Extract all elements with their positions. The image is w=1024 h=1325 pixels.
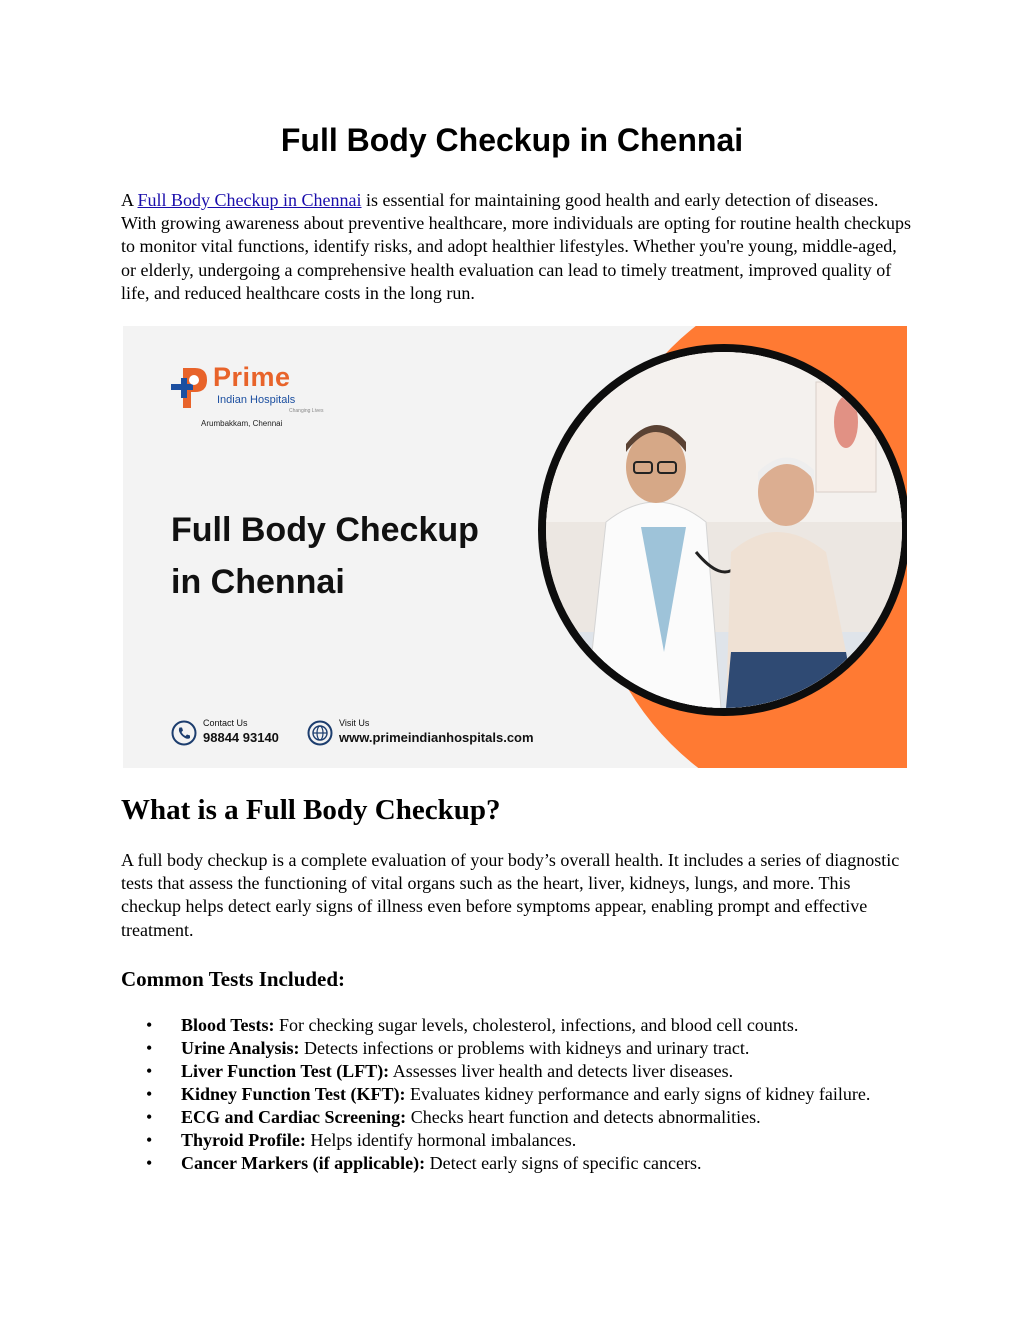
logo-name: Prime <box>213 362 291 392</box>
list-item <box>121 1129 921 1152</box>
doctor-patient-illustration <box>546 352 902 708</box>
test-name: Blood Tests: <box>181 1015 275 1035</box>
globe-icon <box>307 720 333 746</box>
test-name: Kidney Function Test (KFT): <box>181 1084 406 1104</box>
visit-url: www.primeindianhospitals.com <box>339 730 534 745</box>
banner-headline-line1: Full Body Checkup <box>171 511 479 549</box>
section-title: What is a Full Body Checkup? <box>121 794 501 826</box>
list-item <box>121 1106 921 1129</box>
test-description: Helps identify hormonal imbalances. <box>305 1130 577 1150</box>
test-description: Evaluates kidney performance and early signs of kidney failure. <box>405 1084 871 1104</box>
list-item <box>121 1037 921 1060</box>
test-name: Cancer Markers (if applicable): <box>181 1153 426 1173</box>
test-description: Assesses liver health and detects liver diseases. <box>389 1061 734 1081</box>
visit-website-block <box>307 718 567 752</box>
test-description: Detects infections or problems with kidneys and urinary tract. <box>299 1038 750 1058</box>
test-name: Urine Analysis: <box>181 1038 300 1058</box>
bullet: • <box>146 1015 153 1035</box>
bullet: • <box>146 1153 153 1173</box>
page-title: Full Body Checkup in Chennai <box>280 122 744 158</box>
visit-label: Visit Us <box>339 718 370 728</box>
list-item <box>121 1083 921 1106</box>
list-item <box>121 1060 921 1083</box>
test-name: Thyroid Profile: <box>181 1130 306 1150</box>
test-name: Liver Function Test (LFT): <box>181 1061 390 1081</box>
intro-paragraph <box>121 189 913 305</box>
section-paragraph: A full body checkup is a complete evaluation of your body’s overall health. It includes a series of diagnostic tests that assess the functioning of vital organs such as the heart, liver, kidneys, lungs, and more. This checkup helps detect early signs of illness even before symptoms appear, enabling prompt and effective treatment. <box>121 850 900 940</box>
list-item <box>121 1014 921 1037</box>
logo-p-cross-icon <box>171 364 209 410</box>
bullet: • <box>146 1084 153 1104</box>
bullet: • <box>146 1107 153 1127</box>
list-item <box>121 1152 921 1175</box>
promo-banner-image <box>123 326 907 768</box>
bullet: • <box>146 1061 153 1081</box>
logo-subtitle: Indian Hospitals <box>217 394 296 406</box>
logo-location: Arumbakkam, Chennai <box>201 419 283 428</box>
full-body-checkup-link[interactable]: Full Body Checkup in Chennai <box>137 190 362 210</box>
test-description: Detect early signs of specific cancers. <box>425 1153 702 1173</box>
tests-title: Common Tests Included: <box>121 967 346 991</box>
phone-icon <box>171 720 197 746</box>
banner-headline <box>171 504 531 608</box>
tests-list <box>121 1014 921 1175</box>
contact-phone-block <box>171 718 301 752</box>
intro-prefix: A <box>121 190 138 210</box>
photo-frame <box>538 344 907 716</box>
test-name: ECG and Cardiac Screening: <box>181 1107 407 1127</box>
hospital-logo <box>171 362 324 432</box>
doctor-patient-photo <box>546 352 902 708</box>
logo-tagline: Changing Lives <box>289 408 324 414</box>
intro-text: is essential for maintaining good health and early detection of diseases. With growing awareness about preventive healthcare, more individuals are opting for routine health checkups to monitor vital functions, identify risks, and adopt healthier lifestyles. Whether you're young, middle-aged, or elderly, undergoing a comprehensive health evaluation can lead to timely treatment, improved quality of life, and reduced healthcare costs in the long run. <box>121 190 912 303</box>
bullet: • <box>146 1130 153 1150</box>
test-description: Checks heart function and detects abnormalities. <box>406 1107 761 1127</box>
contact-phone-number: 98844 93140 <box>203 730 279 745</box>
bullet: • <box>146 1038 153 1058</box>
test-description: For checking sugar levels, cholesterol, infections, and blood cell counts. <box>274 1015 799 1035</box>
banner-headline-line2: in Chennai <box>171 563 345 601</box>
contact-label: Contact Us <box>203 718 248 728</box>
